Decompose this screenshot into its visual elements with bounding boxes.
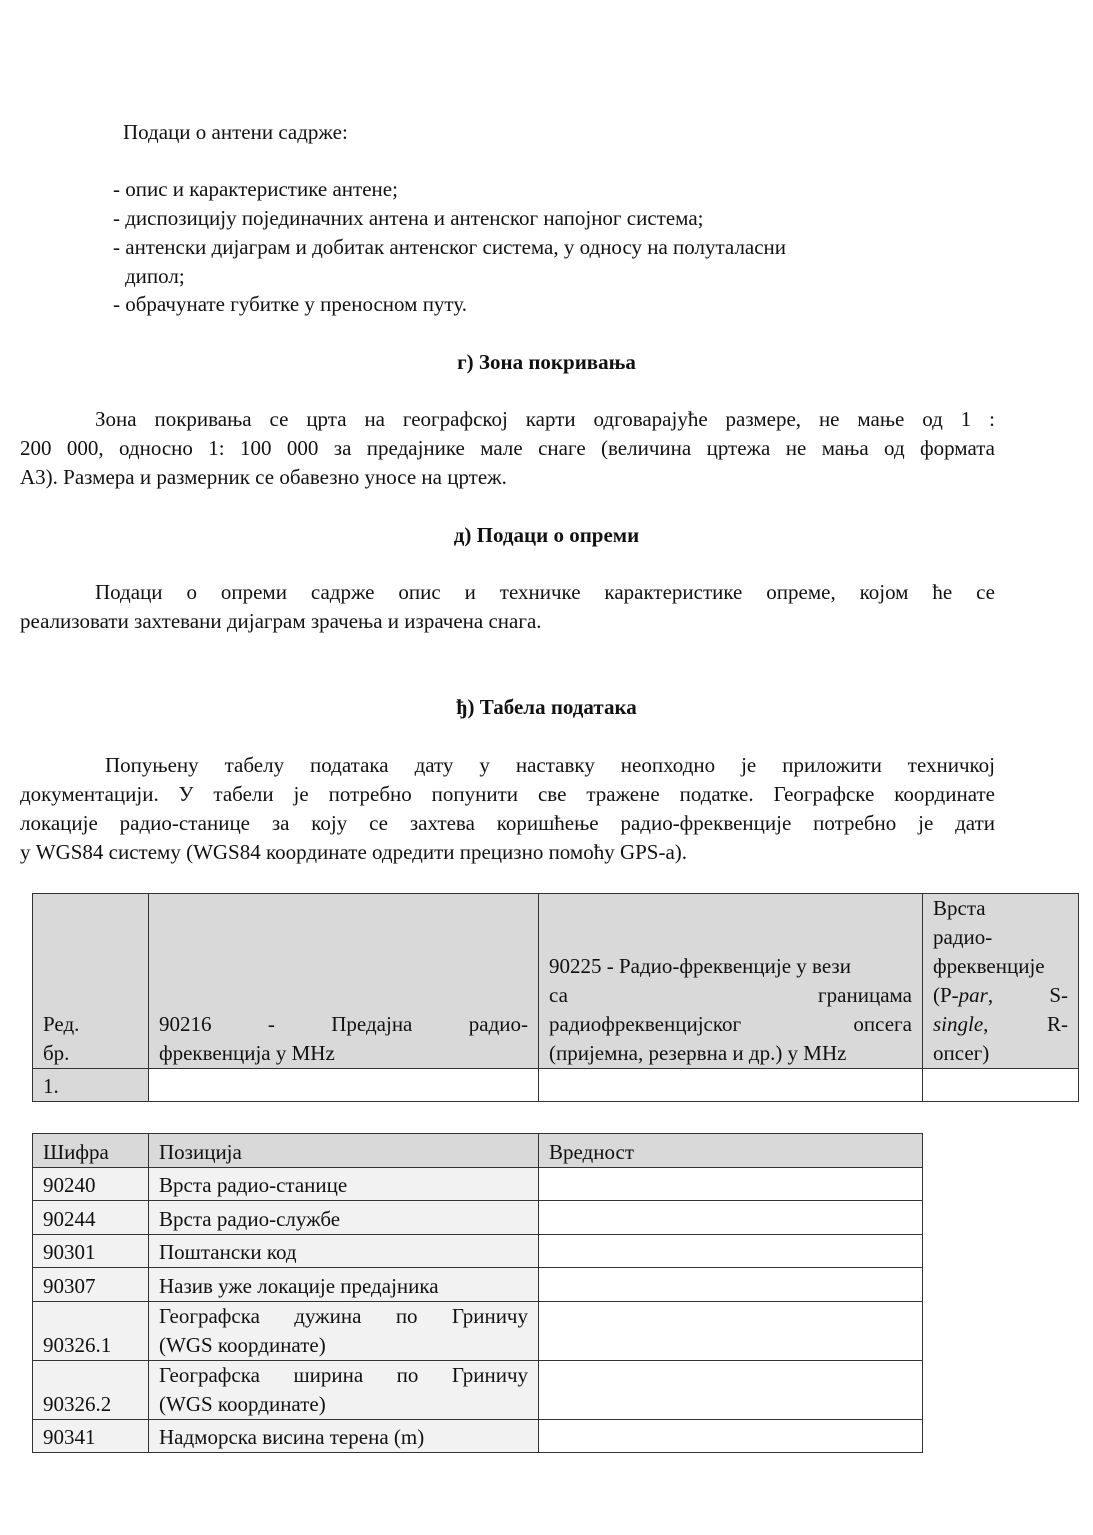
value-cell[interactable] bbox=[539, 1420, 923, 1453]
value-cell[interactable] bbox=[539, 1235, 923, 1268]
header-tx-frequency bbox=[149, 894, 539, 1069]
position-text: Географска ширина по Гриничу bbox=[159, 1363, 528, 1387]
code-cell: 90326.2 bbox=[33, 1361, 149, 1420]
header-text: (P- bbox=[933, 983, 959, 1007]
paragraph-line: Попуњену табелу података дату у наставку неопходно је приложити техничкој bbox=[105, 753, 995, 777]
paragraph-line: документацији. У табели је потребно попунити све тражене податке. Географске координате bbox=[20, 782, 995, 806]
position-text: (WGS координате) bbox=[159, 1333, 326, 1357]
table-row bbox=[33, 1302, 923, 1361]
antenna-item: - антенски дијаграм и добитак антенског система, у односу на полуталасни bbox=[113, 235, 787, 259]
value-cell[interactable] bbox=[539, 1361, 923, 1420]
paragraph-line: А3). Размера и размерник се обавезно уносе на цртеж. bbox=[20, 465, 507, 489]
position-cell bbox=[149, 1302, 539, 1361]
header-related-frequencies bbox=[539, 894, 923, 1069]
header-text: 90225 - Радио-фреквенције у вези bbox=[549, 954, 851, 978]
header-text: опсег) bbox=[933, 1041, 990, 1065]
header-text: фреквенција у MHz bbox=[159, 1041, 335, 1065]
antenna-item: - опис и карактеристике антене; bbox=[113, 177, 398, 201]
code-cell: 90341 bbox=[33, 1420, 149, 1453]
paragraph-line: 200 000, односно 1: 100 000 за предајнике мале снаге (величина цртежа не мања од формата bbox=[20, 436, 995, 460]
antenna-item: - обрачунате губитке у преносном путу. bbox=[113, 292, 467, 316]
paragraph-line: реализовати захтевани дијаграм зрачења и израчена снага. bbox=[20, 609, 542, 633]
frequency-type-cell[interactable] bbox=[923, 1069, 1079, 1102]
header-text: (P-par, S- bbox=[933, 983, 1068, 1007]
position-text: Географска дужина по Гриничу bbox=[159, 1304, 528, 1328]
header-text: бр. bbox=[43, 1041, 70, 1065]
position-text: (WGS координате) bbox=[159, 1392, 326, 1416]
position-cell: Врста радио-станице bbox=[149, 1168, 539, 1201]
code-cell: 90301 bbox=[33, 1235, 149, 1268]
position-cell: Назив уже локације предајника bbox=[149, 1268, 539, 1302]
antenna-intro: Подаци о антени садрже: bbox=[123, 120, 348, 144]
table-row bbox=[33, 1201, 923, 1235]
antenna-item-cont: дипол; bbox=[125, 264, 185, 288]
paragraph-line: Подаци о опреми садрже опис и техничке карактеристике опреме, којом ће се bbox=[95, 580, 995, 604]
header-text: (пријемна, резервна и др.) у MHz bbox=[549, 1041, 847, 1065]
frequency-table bbox=[32, 893, 1079, 1102]
table-row bbox=[33, 1420, 923, 1453]
value-cell[interactable] bbox=[539, 1268, 923, 1302]
header-text: Ред. bbox=[43, 1012, 80, 1036]
table-row bbox=[33, 1268, 923, 1302]
header-text: радио- bbox=[933, 925, 993, 949]
row-number: 1. bbox=[33, 1069, 149, 1102]
position-cell: Врста радио-службе bbox=[149, 1201, 539, 1235]
table-row bbox=[33, 1168, 923, 1201]
section-heading-coverage: г) Зона покривања bbox=[457, 350, 636, 374]
paragraph-line: локације радио-станице за коју се захтева коришћење радио-фреквенције потребно је дати bbox=[20, 811, 995, 835]
header-text: 90216 - Предајна радио- bbox=[159, 1012, 528, 1036]
header-frequency-type bbox=[923, 894, 1079, 1069]
table-row bbox=[33, 1361, 923, 1420]
table-row bbox=[33, 1069, 1079, 1102]
value-cell[interactable] bbox=[539, 1302, 923, 1361]
header-code: Шифра bbox=[33, 1134, 149, 1168]
value-cell[interactable] bbox=[539, 1168, 923, 1201]
header-position: Позиција bbox=[149, 1134, 539, 1168]
header-row-number bbox=[33, 894, 149, 1069]
paragraph-line: Зона покривања се црта на географској карти одговарајуће размере, не мање од 1 : bbox=[95, 407, 995, 431]
header-text: са границама bbox=[549, 983, 912, 1007]
header-text: фреквенције bbox=[933, 954, 1045, 978]
position-cell: Поштански код bbox=[149, 1235, 539, 1268]
code-cell: 90326.1 bbox=[33, 1302, 149, 1361]
related-frequency-cell[interactable] bbox=[539, 1069, 923, 1102]
section-heading-equipment: д) Подаци о опреми bbox=[453, 523, 640, 547]
value-cell[interactable] bbox=[539, 1201, 923, 1235]
header-value: Вредност bbox=[539, 1134, 923, 1168]
code-cell: 90240 bbox=[33, 1168, 149, 1201]
antenna-item: - диспозицију појединачних антена и антенског напојног система; bbox=[113, 206, 704, 230]
code-cell: 90307 bbox=[33, 1268, 149, 1302]
code-cell: 90244 bbox=[33, 1201, 149, 1235]
position-cell: Надморска висина терена (m) bbox=[149, 1420, 539, 1453]
header-text: par bbox=[958, 983, 988, 1007]
position-cell bbox=[149, 1361, 539, 1420]
tx-frequency-cell[interactable] bbox=[149, 1069, 539, 1102]
header-text: Врста bbox=[933, 896, 986, 920]
station-data-table bbox=[32, 1133, 923, 1453]
header-text: single, R- bbox=[933, 1012, 1068, 1036]
table-row bbox=[33, 1235, 923, 1268]
header-text: радиофреквенцијског опсега bbox=[549, 1012, 912, 1036]
paragraph-line: у WGS84 систему (WGS84 координате одредити прецизно помоћу GPS-а). bbox=[20, 840, 688, 864]
header-text: single bbox=[933, 1012, 984, 1036]
section-heading-data-table: ђ) Табела података bbox=[456, 695, 637, 719]
